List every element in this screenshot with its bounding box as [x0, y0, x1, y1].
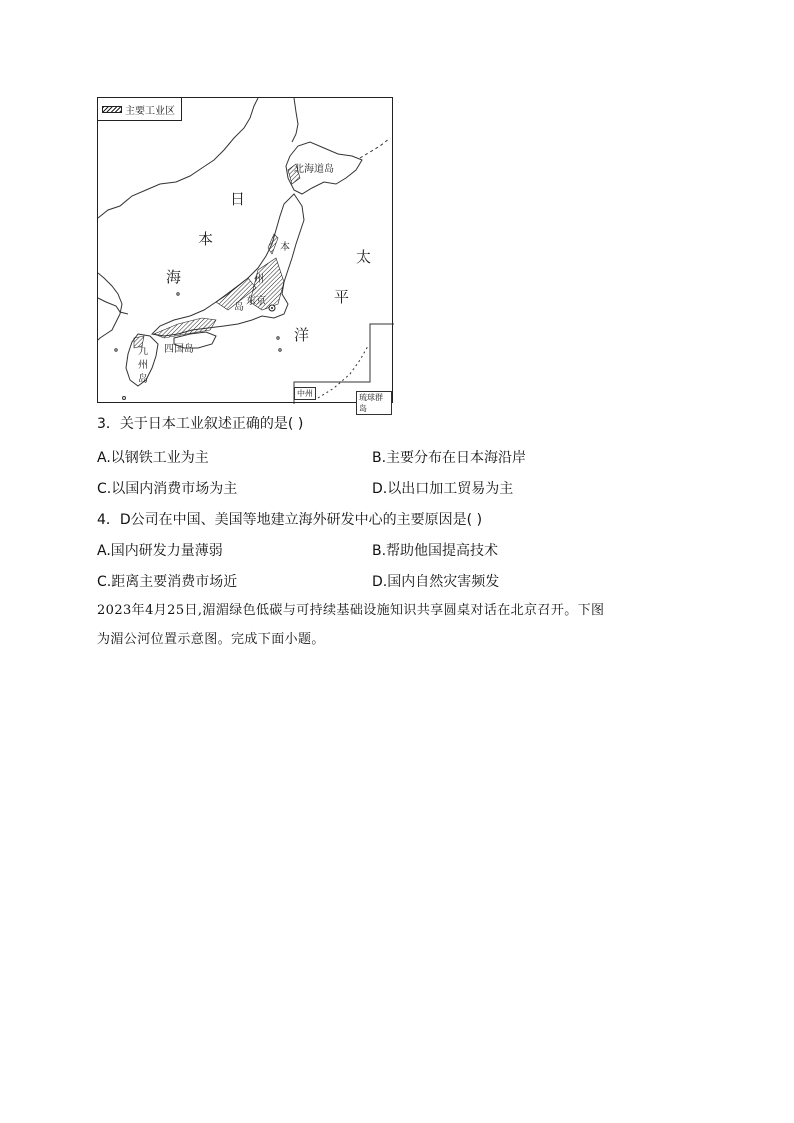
label-kyushu-1: 九 — [138, 346, 148, 357]
question-3-option-c: C.以国内消费市场为主 — [97, 481, 238, 497]
label-honshu-1: 本 — [280, 242, 290, 253]
question-4-option-d: D.国内自然灾害频发 — [372, 574, 500, 590]
label-hai: 海 — [166, 268, 182, 286]
label-yang: 洋 — [294, 326, 310, 344]
question-3-stem: 3．关于日本工业叙述正确的是( ) — [97, 416, 304, 432]
label-ping: 平 — [334, 288, 350, 306]
passage — [97, 596, 707, 654]
label-honshu-3: 岛 — [234, 302, 244, 313]
inset-label-right: 琉球群岛 — [356, 391, 392, 415]
label-honshu-2: 州 — [254, 274, 264, 285]
label-hokkaido: 北海道岛 — [294, 164, 334, 175]
japan-industry-map — [97, 97, 393, 413]
legend-label: 主要工业区 — [125, 105, 175, 117]
passage-line-1: 2023年4月25日,湄湄绿色低碳与可持续基础设施知识共享圆桌对话在北京召开。下图 — [97, 603, 605, 618]
inset-label-left: 中州 — [294, 387, 316, 400]
question-4-option-a: A.国内研发力量薄弱 — [97, 543, 223, 559]
label-tai: 太 — [356, 248, 372, 266]
question-3-option-d: D.以出口加工贸易为主 — [372, 481, 514, 497]
label-tokyo: 东京 — [246, 296, 266, 307]
question-4-stem: 4．D公司在中国、美国等地建立海外研发中心的主要原因是( ) — [97, 512, 483, 528]
map-legend — [98, 98, 182, 121]
question-3-option-b: B.主要分布在日本海沿岸 — [372, 450, 527, 466]
passage-line-2: 为湄公河位置示意图。完成下面小题。 — [97, 632, 325, 647]
label-kyushu-2: 州 — [138, 360, 148, 371]
label-ri: 日 — [230, 190, 246, 208]
hatch-swatch-icon — [102, 106, 122, 113]
question-4-option-b: B.帮助他国提高技术 — [372, 543, 499, 559]
question-3-option-a: A.以钢铁工业为主 — [97, 450, 209, 466]
label-shikoku: 四国岛 — [164, 344, 194, 355]
label-kyushu-3: 岛 — [138, 374, 148, 385]
question-4-option-c: C.距离主要消费市场近 — [97, 574, 238, 590]
label-ben: 本 — [198, 230, 214, 248]
